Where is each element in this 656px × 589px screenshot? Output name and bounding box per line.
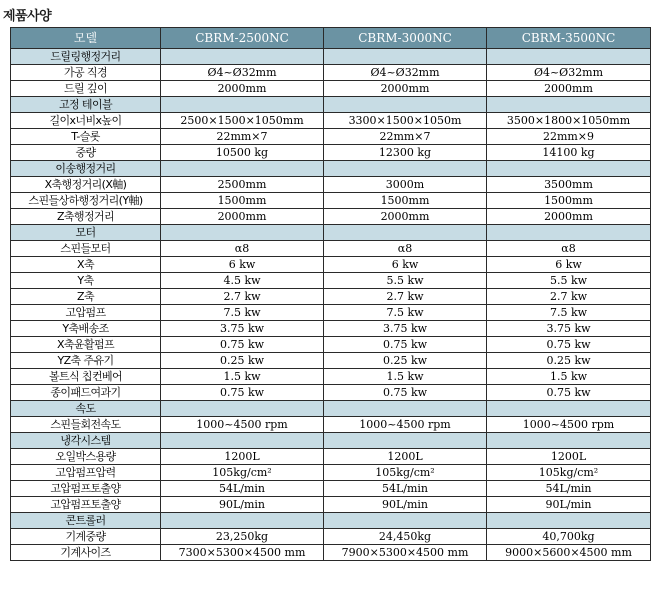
value-cell: [324, 225, 487, 241]
value-cell: 54L/min: [487, 481, 651, 497]
value-cell: 23,250kg: [161, 529, 324, 545]
row-label: 스핀들상하행정거리(Y軸): [11, 193, 161, 209]
value-cell: 0.75 kw: [324, 385, 487, 401]
table-row: [11, 529, 651, 545]
section-row: [11, 401, 651, 417]
value-cell: [487, 401, 651, 417]
value-cell: [161, 513, 324, 529]
value-cell: 2500×1500×1050mm: [161, 113, 324, 129]
section-row: [11, 49, 651, 65]
value-cell: [324, 433, 487, 449]
value-cell: 7.5 kw: [161, 305, 324, 321]
row-label: 볼트식 칩컨베어: [11, 369, 161, 385]
table-row: [11, 369, 651, 385]
page-title: 제품사양: [3, 9, 52, 24]
section-row: [11, 97, 651, 113]
value-cell: [161, 401, 324, 417]
value-cell: 54L/min: [161, 481, 324, 497]
value-cell: [487, 161, 651, 177]
row-label: 길이x너비x높이: [11, 113, 161, 129]
row-label: 고압펌프토출양: [11, 497, 161, 513]
table-row: [11, 497, 651, 513]
value-cell: 1.5 kw: [487, 369, 651, 385]
value-cell: [487, 225, 651, 241]
table-row: [11, 321, 651, 337]
section-row: [11, 433, 651, 449]
value-cell: 3300×1500×1050m: [324, 113, 487, 129]
table-row: [11, 481, 651, 497]
value-cell: 1500mm: [324, 193, 487, 209]
row-label: 기계중량: [11, 529, 161, 545]
row-label: YZ축 주유기: [11, 353, 161, 369]
value-cell: [161, 49, 324, 65]
column-header-cbrm-3000nc: CBRM-3000NC: [324, 28, 487, 49]
section-row: [11, 161, 651, 177]
value-cell: 0.75 kw: [161, 385, 324, 401]
row-label: Y축배송조: [11, 321, 161, 337]
value-cell: 2000mm: [324, 81, 487, 97]
row-label: X축행정거리(X軸): [11, 177, 161, 193]
section-row: [11, 225, 651, 241]
value-cell: 7900×5300×4500 mm: [324, 545, 487, 561]
value-cell: 90L/min: [161, 497, 324, 513]
table-header-row: [11, 28, 651, 49]
table-row: [11, 465, 651, 481]
row-label: 스핀들모터: [11, 241, 161, 257]
table-row: [11, 273, 651, 289]
section-label: 모터: [11, 225, 161, 241]
value-cell: 3500mm: [487, 177, 651, 193]
row-label: 고압펌프압력: [11, 465, 161, 481]
table-row: [11, 145, 651, 161]
value-cell: 14100 kg: [487, 145, 651, 161]
value-cell: 7.5 kw: [487, 305, 651, 321]
value-cell: 105kg/cm²: [487, 465, 651, 481]
table-row: [11, 289, 651, 305]
value-cell: [161, 161, 324, 177]
row-label: 기계사이즈: [11, 545, 161, 561]
value-cell: [487, 97, 651, 113]
value-cell: [161, 225, 324, 241]
table-row: [11, 193, 651, 209]
spec-table-body: [11, 49, 651, 561]
section-label: 속도: [11, 401, 161, 417]
value-cell: 6 kw: [324, 257, 487, 273]
table-row: [11, 545, 651, 561]
value-cell: 1000~4500 rpm: [487, 417, 651, 433]
value-cell: 3.75 kw: [161, 321, 324, 337]
value-cell: [487, 49, 651, 65]
value-cell: 6 kw: [487, 257, 651, 273]
value-cell: [487, 513, 651, 529]
value-cell: 3500×1800×1050mm: [487, 113, 651, 129]
value-cell: 4.5 kw: [161, 273, 324, 289]
value-cell: 40,700kg: [487, 529, 651, 545]
table-row: [11, 353, 651, 369]
table-row: [11, 129, 651, 145]
value-cell: 1200L: [161, 449, 324, 465]
value-cell: 105kg/cm²: [161, 465, 324, 481]
table-row: [11, 257, 651, 273]
value-cell: [324, 401, 487, 417]
row-label: T-슬롯: [11, 129, 161, 145]
value-cell: 1200L: [487, 449, 651, 465]
table-row: [11, 241, 651, 257]
table-row: [11, 305, 651, 321]
value-cell: 9000×5600×4500 mm: [487, 545, 651, 561]
value-cell: 2000mm: [324, 209, 487, 225]
value-cell: 105kg/cm²: [324, 465, 487, 481]
value-cell: 2000mm: [487, 209, 651, 225]
section-row: [11, 513, 651, 529]
value-cell: 0.75 kw: [324, 337, 487, 353]
value-cell: 1.5 kw: [161, 369, 324, 385]
row-label: X축윤활펌프: [11, 337, 161, 353]
row-label: 중량: [11, 145, 161, 161]
value-cell: 5.5 kw: [324, 273, 487, 289]
section-label: 콘트롤러: [11, 513, 161, 529]
row-label: Z축: [11, 289, 161, 305]
value-cell: [324, 49, 487, 65]
value-cell: 2.7 kw: [161, 289, 324, 305]
value-cell: Ø4~Ø32mm: [324, 65, 487, 81]
value-cell: α8: [487, 241, 651, 257]
value-cell: 2000mm: [161, 81, 324, 97]
value-cell: 0.25 kw: [324, 353, 487, 369]
value-cell: 1500mm: [161, 193, 324, 209]
table-row: [11, 449, 651, 465]
value-cell: [161, 97, 324, 113]
value-cell: α8: [324, 241, 487, 257]
value-cell: [487, 433, 651, 449]
value-cell: 2.7 kw: [487, 289, 651, 305]
value-cell: 2000mm: [487, 81, 651, 97]
value-cell: 22mm×7: [324, 129, 487, 145]
value-cell: 0.75 kw: [161, 337, 324, 353]
spec-table: [10, 27, 651, 561]
value-cell: [324, 97, 487, 113]
value-cell: 1000~4500 rpm: [161, 417, 324, 433]
section-label: 냉각시스템: [11, 433, 161, 449]
column-header-cbrm-2500nc: CBRM-2500NC: [161, 28, 324, 49]
value-cell: 24,450kg: [324, 529, 487, 545]
value-cell: 22mm×9: [487, 129, 651, 145]
value-cell: 5.5 kw: [487, 273, 651, 289]
value-cell: 1000~4500 rpm: [324, 417, 487, 433]
row-label: 스핀들회전속도: [11, 417, 161, 433]
table-row: [11, 113, 651, 129]
value-cell: Ø4~Ø32mm: [161, 65, 324, 81]
value-cell: 0.75 kw: [487, 337, 651, 353]
table-row: [11, 177, 651, 193]
row-label: 고압펌프토출양: [11, 481, 161, 497]
value-cell: 3000m: [324, 177, 487, 193]
section-label: 이송행정거리: [11, 161, 161, 177]
section-label: 드릴링행정거리: [11, 49, 161, 65]
value-cell: 0.75 kw: [487, 385, 651, 401]
table-row: [11, 65, 651, 81]
value-cell: 12300 kg: [324, 145, 487, 161]
row-label: Y축: [11, 273, 161, 289]
table-row: [11, 385, 651, 401]
value-cell: 1200L: [324, 449, 487, 465]
row-label: 가공 직경: [11, 65, 161, 81]
value-cell: 1.5 kw: [324, 369, 487, 385]
value-cell: [161, 433, 324, 449]
value-cell: [324, 513, 487, 529]
value-cell: 22mm×7: [161, 129, 324, 145]
value-cell: 2000mm: [161, 209, 324, 225]
value-cell: 3.75 kw: [487, 321, 651, 337]
value-cell: Ø4~Ø32mm: [487, 65, 651, 81]
table-row: [11, 417, 651, 433]
column-header-model: 모델: [11, 28, 161, 49]
value-cell: 90L/min: [324, 497, 487, 513]
column-header-cbrm-3500nc: CBRM-3500NC: [487, 28, 651, 49]
value-cell: 2500mm: [161, 177, 324, 193]
value-cell: [324, 161, 487, 177]
value-cell: 1500mm: [487, 193, 651, 209]
table-row: [11, 337, 651, 353]
value-cell: 2.7 kw: [324, 289, 487, 305]
value-cell: 7.5 kw: [324, 305, 487, 321]
row-label: 오일박스용량: [11, 449, 161, 465]
row-label: Z축행정거리: [11, 209, 161, 225]
value-cell: 54L/min: [324, 481, 487, 497]
row-label: X축: [11, 257, 161, 273]
value-cell: 3.75 kw: [324, 321, 487, 337]
value-cell: 0.25 kw: [161, 353, 324, 369]
value-cell: 7300×5300×4500 mm: [161, 545, 324, 561]
value-cell: 6 kw: [161, 257, 324, 273]
table-row: [11, 209, 651, 225]
row-label: 종이패드여과기: [11, 385, 161, 401]
value-cell: 10500 kg: [161, 145, 324, 161]
section-label: 고정 테이블: [11, 97, 161, 113]
table-row: [11, 81, 651, 97]
value-cell: 0.25 kw: [487, 353, 651, 369]
row-label: 고압펌프: [11, 305, 161, 321]
value-cell: 90L/min: [487, 497, 651, 513]
value-cell: α8: [161, 241, 324, 257]
row-label: 드릴 깊이: [11, 81, 161, 97]
